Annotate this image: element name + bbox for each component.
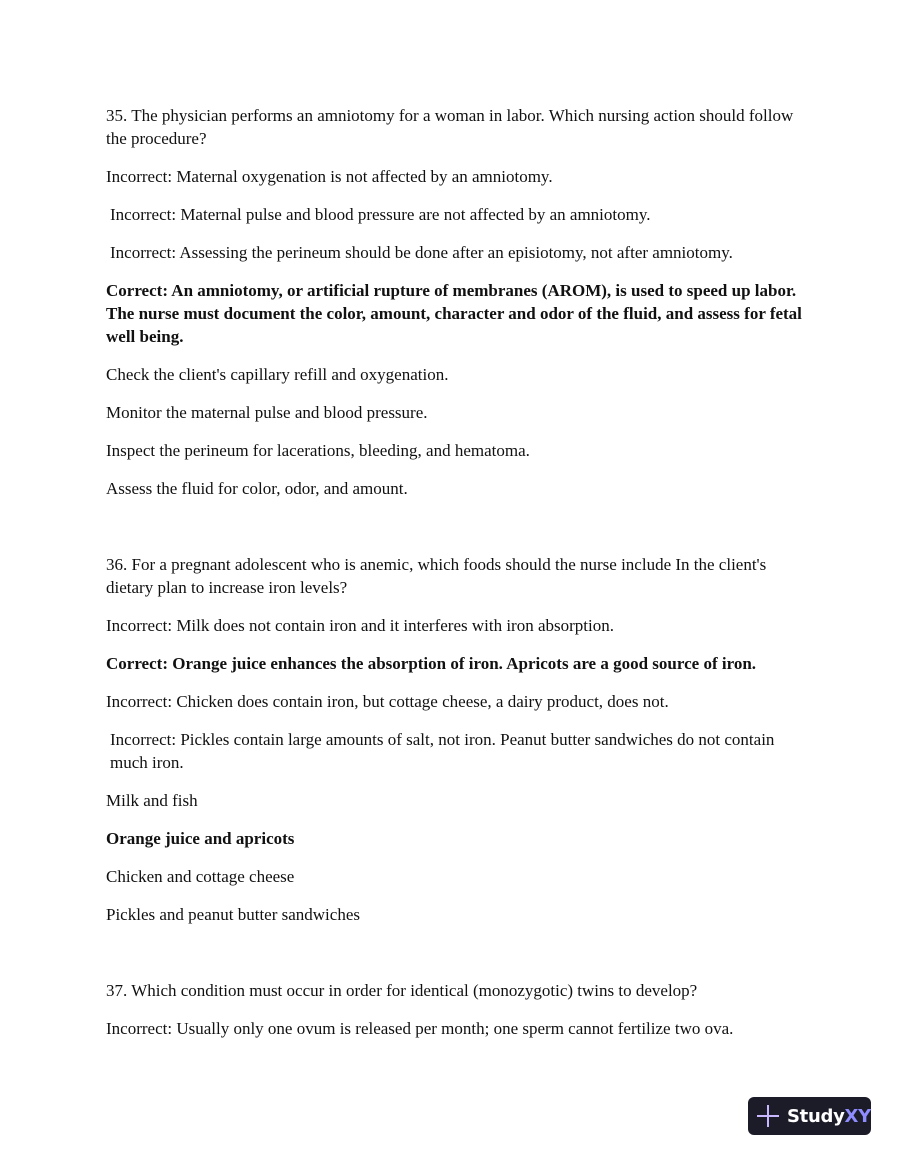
question-35-stem: 35. The physician performs an amniotomy for a woman in labor. Which nursing action should follow the procedure? (106, 106, 794, 148)
q37-rationale-1: Incorrect: Usually only one ovum is released per month; one sperm cannot fertilize two ova. (106, 1019, 734, 1038)
question-37-stem: 37. Which condition must occur in order for identical (monozygotic) twins to develop? (106, 981, 698, 1000)
question-36 (106, 553, 806, 926)
q36-rationale-4: Incorrect: Pickles contain large amounts of salt, not iron. Peanut butter sandwiches do not contain much iron. (110, 730, 775, 772)
q35-rationale-correct: Correct: An amniotomy, or artificial rupture of membranes (AROM), is used to speed up labor. The nurse must document the color, amount, character and odor of the fluid, and assess for fetal well being. (106, 281, 802, 346)
q35-rationale-2: Incorrect: Maternal pulse and blood pressure are not affected by an amniotomy. (110, 205, 651, 224)
q35-option-4: Assess the fluid for color, odor, and amount. (106, 479, 408, 498)
section-gap (106, 941, 806, 979)
question-36-stem: 36. For a pregnant adolescent who is anemic, which foods should the nurse include In the client's dietary plan to increase iron levels? (106, 555, 767, 597)
q35-option-1: Check the client's capillary refill and oxygenation. (106, 365, 449, 384)
studyxy-badge[interactable] (748, 1097, 871, 1135)
question-35 (106, 104, 806, 500)
q36-option-4: Pickles and peanut butter sandwiches (106, 905, 360, 924)
brand-name-part2: XY (844, 1105, 871, 1127)
q36-rationale-1: Incorrect: Milk does not contain iron and it interferes with iron absorption. (106, 616, 614, 635)
q36-rationale-3: Incorrect: Chicken does contain iron, but cottage cheese, a dairy product, does not. (106, 692, 669, 711)
q36-option-1: Milk and fish (106, 791, 198, 810)
section-gap (106, 515, 806, 553)
brand-name (787, 1106, 871, 1127)
q36-option-3: Chicken and cottage cheese (106, 867, 295, 886)
q35-option-3: Inspect the perineum for lacerations, bleeding, and hematoma. (106, 441, 530, 460)
brand-name-part1: Study (787, 1105, 845, 1127)
q35-rationale-1: Incorrect: Maternal oxygenation is not affected by an amniotomy. (106, 167, 553, 186)
question-37 (106, 979, 806, 1040)
q36-option-2-correct: Orange juice and apricots (106, 829, 295, 848)
plus-icon (757, 1105, 779, 1127)
q35-rationale-3: Incorrect: Assessing the perineum should be done after an episiotomy, not after amniotomy. (110, 243, 733, 262)
document-page (106, 104, 806, 1055)
q35-option-2: Monitor the maternal pulse and blood pressure. (106, 403, 428, 422)
q36-rationale-correct: Correct: Orange juice enhances the absorption of iron. Apricots are a good source of iron. (106, 654, 757, 673)
